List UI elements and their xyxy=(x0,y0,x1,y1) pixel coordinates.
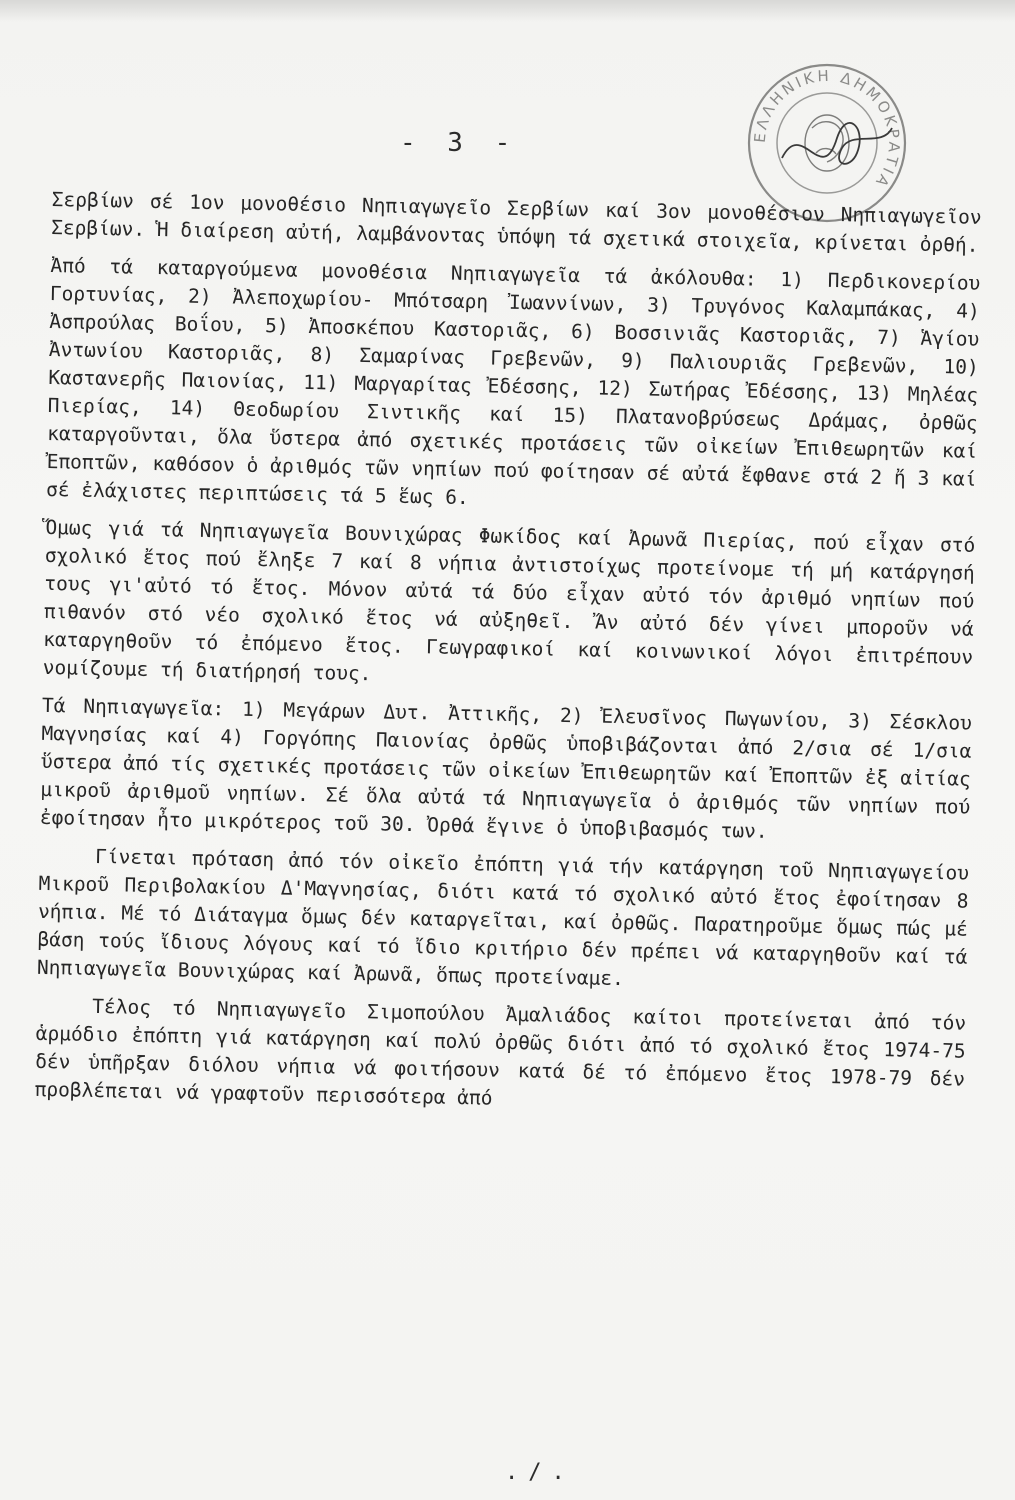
scan-edge-shadow xyxy=(0,0,1015,22)
paragraph: Τά Νηπιαγωγεῖα: 1) Μεγάρων Δυτ. Ἀττικῆς, 2) Ἐλευσῖνος Πωγωνίου, 3) Σέσκλου Μαγνησίας καί 4) Γοργόπης Παιονίας ὀρθῶς ὑποβιβάζονται ἀπό 2/σια σέ 1/σια ὕστερα ἀπό τίς σχετικές προτάσεις τῶν οἰκείων Ἐπιθεωρητῶν καί Ἐποπτῶν ἐξ αἰτίας μικροῦ ἀριθμοῦ νηπίων. Σέ ὅλα αὐτά τά Νηπιαγωγεῖα ὁ ἀριθμός τῶν νηπίων πού ἐφοίτησαν ἦτο μικρότερος τοῦ 30. Ὀρθά ἔγινε ὁ ὑποβιβασμός των. xyxy=(39,693,973,843)
stamp-ring-text: ΕΛΛΗΝΙΚΗ ΔΗΜΟΚΡΑΤΙΑ xyxy=(750,66,904,193)
page-number: - 3 - xyxy=(400,128,519,158)
paragraph: Ὅμως γιά τά Νηπιαγωγεῖα Βουνιχώρας Φωκίδος καί Ἀρωνᾶ Πιερίας, πού εἶχαν στό σχολικό ἔτος πού ἔληξε 7 καί 8 νήπια ἀντιστοίχως προτείνομε τή μή κατάργησή τους γι'αὐτό τό ἔτος. Μόνον αὐτά τά δύο εἶχαν αὐτό τόν ἀριθμό νηπίων πού πιθανόν στό νέο σχολικό ἔτος νά αὐξηθεῖ. Ἄν αὐτό δέν γίνει μποροῦν νά καταργηθοῦν τό ἐπόμενο ἔτος. Γεωγραφικοί καί κοινωνικοί λόγοι ἐπιτρέπουν νομίζουμε τή διατήρησή τους. xyxy=(42,515,976,686)
document-body xyxy=(34,186,982,1132)
paragraph: Σερβίων σέ 1ον μονοθέσιο Νηπιαγωγεῖο Σερβίων καί 3ον μονοθέσιον Νηπιαγωγεῖον Σερβίων. Ἡ διαίρεση αὐτή, λαμβάνοντας ὑπόψη τά σχετικά στοιχεῖα, κρίνεται ὀρθή. xyxy=(50,187,982,257)
paragraph: Ἀπό τά καταργούμενα μονοθέσια Νηπιαγωγεῖα τά ἀκόλουθα: 1) Περδικονερίου Γορτυνίας, 2) Ἀλεποχωρίου- Μπότσαρη Ἰωαννίνων, 3) Τρυγόνος Καλαμπάκας, 4) Ἀσπρούλας Βοΐου, 5) Ἀποσκέπου Καστοριᾶς, 6) Βοσσινιᾶς Καστοριᾶς, 7) Ἁγίου Ἀντωνίου Καστοριᾶς, 8) Σαμαρίνας Γρεβενῶν, 9) Παλιουριᾶς Γρεβενῶν, 10) Καστανερῆς Παιονίας, 11) Μαργαρίτας Ἐδέσσης, 12) Σωτήρας Ἐδέσσης, 13) Μηλέας Πιερίας, 14) Θεοδωρίου Σιντικῆς καί 15) Πλατανοβρύσεως Δράμας, ὀρθῶς καταργοῦνται, ὅλα ὕστερα ἀπό σχετικές προτάσεις τῶν οἰκείων Ἐπιθεωρητῶν καί Ἐποπτῶν, καθόσον ὁ ἀριθμός τῶν νηπίων πού φοίτησαν σέ αὐτά ἔφθανε στά 2 ἤ 3 καί σέ ἐλάχιστες περιπτώσεις τά 5 ἕως 6. xyxy=(45,253,981,510)
paragraph: Τέλος τό Νηπιαγωγεῖο Σιμοπούλου Ἀμαλιάδος καίτοι προτείνεται ἀπό τόν ἁρμόδιο ἐπόπτη γιά κατάργηση καί πολύ ὀρθῶς διότι ἀπό τό σχολικό ἔτος 1974-75 δέν ὑπῆρξαν διόλου νήπια νά φοιτήσουν κατά δέ τό ἐπόμενο ἔτος 1978-79 δέν προβλέπεται νά γραφτοῦν περισσότερα ἀπό xyxy=(34,994,967,1110)
paragraph: Γίνεται πρόταση ἀπό τόν οἰκεῖο ἐπόπτη γιά τήν κατάργηση τοῦ Νηπιαγωγείου Μικροῦ Περιβολακίου Δ'Μαγνησίας, διότι κατά τό σχολικό αὐτό ἔτος ἐφοίτησαν 8 νήπια. Μέ τό Διάταγμα ὅμως δέν καταργεῖται, καί ὀρθῶς. Παρατηροῦμε ὅμως πώς μέ βάση τούς ἴδιους λόγους καί τό ἴδιο κριτήριο δέν πρέπει νά καταργηθοῦν καί τά Νηπιαγωγεῖα Βουνιχώρας καί Ἀρωνᾶ, ὅπως προτείναμε. xyxy=(36,844,970,991)
continuation-mark: ./. xyxy=(505,1460,575,1485)
